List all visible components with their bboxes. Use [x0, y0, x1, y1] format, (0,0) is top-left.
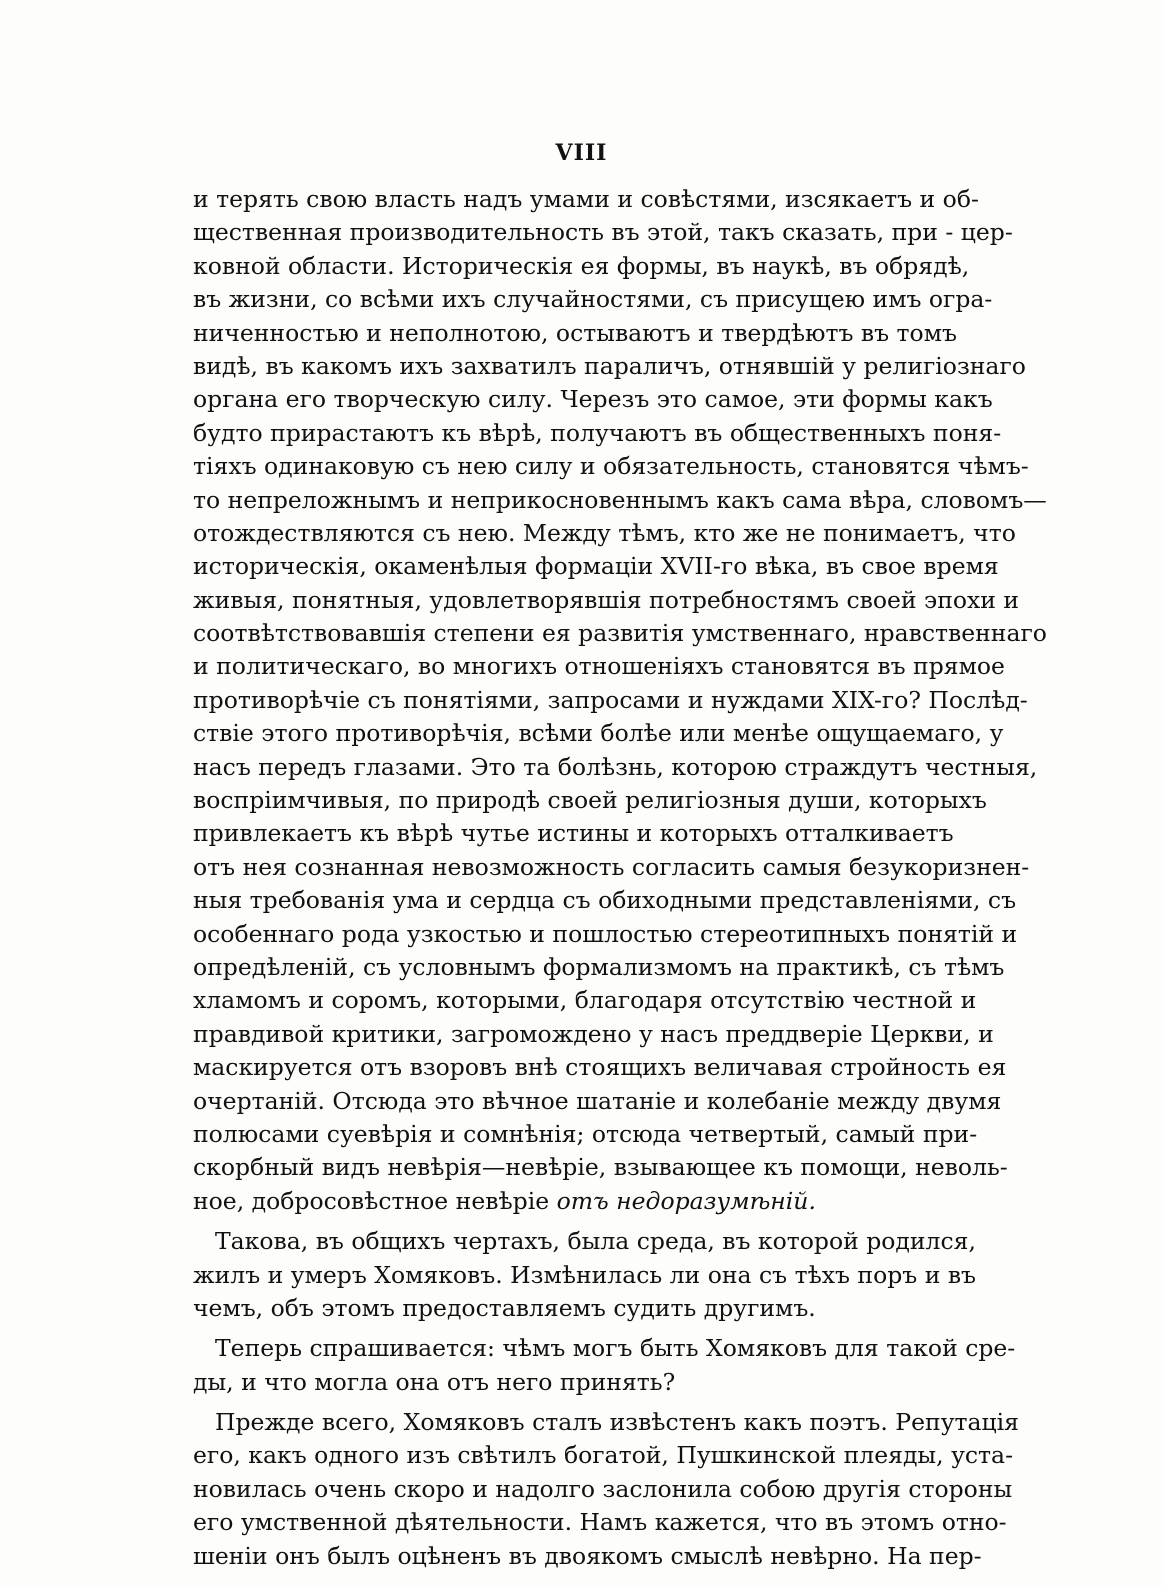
paragraph	[193, 1225, 977, 1325]
text-line: скорбный видъ невѣрія—невѣріе, взывающее къ помощи, неволь-	[193, 1153, 1008, 1182]
text-line: опредѣленій, съ условнымъ формализмомъ на практикѣ, съ тѣмъ	[193, 952, 1005, 981]
text-line: соотвѣтствовавшія степени ея развитія умственнаго, нравственнаго	[193, 619, 1047, 648]
text-line: историческія, окаменѣлыя формаціи XVII-го вѣка, въ свое время	[193, 552, 999, 581]
text-line: видѣ, въ какомъ ихъ захватилъ параличъ, отнявшій у религіознаго	[193, 351, 1026, 380]
text-line: будто прирастаютъ къ вѣрѣ, получаютъ въ общественныхъ поня-	[193, 418, 1002, 447]
text-line: привлекаетъ къ вѣрѣ чутье истины и которыхъ отталкиваетъ	[193, 819, 954, 848]
text-line: тіяхъ одинаковую съ нею силу и обязательность, становятся чѣмъ-	[193, 452, 1029, 481]
text-line: очертаній. Отсюда это вѣчное шатаніе и колебаніе между двумя	[193, 1086, 1002, 1115]
body-text	[193, 183, 1047, 1573]
text-line: воспріимчивыя, по природѣ своей религіозныя души, которыхъ	[193, 786, 987, 815]
emphasized-phrase: отъ недоразумѣній.	[556, 1186, 816, 1215]
text-line: отъ нея сознанная невозможность согласить самыя безукоризнен-	[193, 852, 1030, 881]
text-line: и политическаго, во многихъ отношеніяхъ становятся въ прямое	[193, 652, 1005, 681]
text-line: насъ передъ глазами. Это та болѣзнь, которою страждутъ честныя,	[193, 752, 1038, 781]
text-line: ствіе этого противорѣчія, всѣми болѣе или менѣе ощущаемаго, у	[193, 719, 1004, 748]
text-line: правдивой критики, загромождено у насъ преддверіе Церкви, и	[193, 1019, 994, 1048]
text-line: щественная производительность въ этой, такъ сказать, при - цер-	[193, 218, 1013, 247]
page-number: VIII	[555, 140, 608, 166]
text-line: Теперь спрашивается: чѣмъ могъ быть Хомяковъ для такой сре-	[215, 1334, 1016, 1363]
text-line: органа его творческую силу. Черезъ это самое, эти формы какъ	[193, 385, 993, 414]
text-line: маскируется отъ взоровъ внѣ стоящихъ величавая стройность ея	[193, 1053, 1007, 1082]
paragraph	[193, 1406, 1019, 1573]
text-line	[193, 1185, 909, 1218]
paragraph	[193, 183, 1047, 1218]
text-line: ковной области. Историческія ея формы, въ наукѣ, въ обрядѣ,	[193, 251, 970, 280]
text-line: ды, и что могла она отъ него принять?	[193, 1367, 676, 1396]
text-line: шеніи онъ былъ оцѣненъ въ двоякомъ смыслѣ невѣрно. На пер-	[193, 1541, 982, 1570]
text-line: новилась очень скоро и надолго заслонила собою другія стороны	[193, 1474, 1013, 1503]
text-line: особеннаго рода узкостью и пошлостью стереотипныхъ понятій и	[193, 919, 1018, 948]
text-line: ниченностью и неполнотою, остываютъ и твердѣютъ въ томъ	[193, 318, 957, 347]
text-line: живыя, понятныя, удовлетворявшія потребностямъ своей эпохи и	[193, 585, 1020, 614]
text-line-start: ное, добросовѣстное невѣріе	[193, 1186, 557, 1215]
text-line: ныя требованія ума и сердца съ обиходными представленіями, съ	[193, 886, 1017, 915]
text-line: и терять свою власть надъ умами и совѣстями, изсякаетъ и об-	[193, 185, 979, 213]
text-line: отождествляются съ нею. Между тѣмъ, кто же не понимаетъ, что	[193, 518, 1016, 547]
text-line: его умственной дѣятельности. Намъ кажется, что въ этомъ отно-	[193, 1508, 1007, 1537]
paragraph	[193, 1332, 1016, 1399]
text-line: жилъ и умеръ Хомяковъ. Измѣнилась ли она съ тѣхъ поръ и въ	[193, 1260, 977, 1289]
text-line: его, какъ одного изъ свѣтилъ богатой, Пушкинской плеяды, уста-	[193, 1441, 1014, 1470]
text-line: хламомъ и соромъ, которыми, благодаря отсутствію честной и	[193, 986, 977, 1015]
text-line: Такова, въ общихъ чертахъ, была среда, въ которой родился,	[215, 1227, 976, 1256]
text-line: въ жизни, со всѣми ихъ случайностями, съ присущею имъ огра-	[193, 285, 993, 314]
text-line: полюсами суевѣрія и сомнѣнія; отсюда четвертый, самый при-	[193, 1119, 978, 1148]
text-line: противорѣчіе съ понятіями, запросами и нуждами XIX-го? Послѣд-	[193, 685, 1028, 714]
text-line: чемъ, объ этомъ предоставляемъ судить другимъ.	[193, 1293, 816, 1322]
text-line: Прежде всего, Хомяковъ сталъ извѣстенъ какъ поэтъ. Репутація	[215, 1408, 1019, 1437]
text-line: то непреложнымъ и неприкосновеннымъ какъ сама вѣра, словомъ—	[193, 485, 1047, 514]
